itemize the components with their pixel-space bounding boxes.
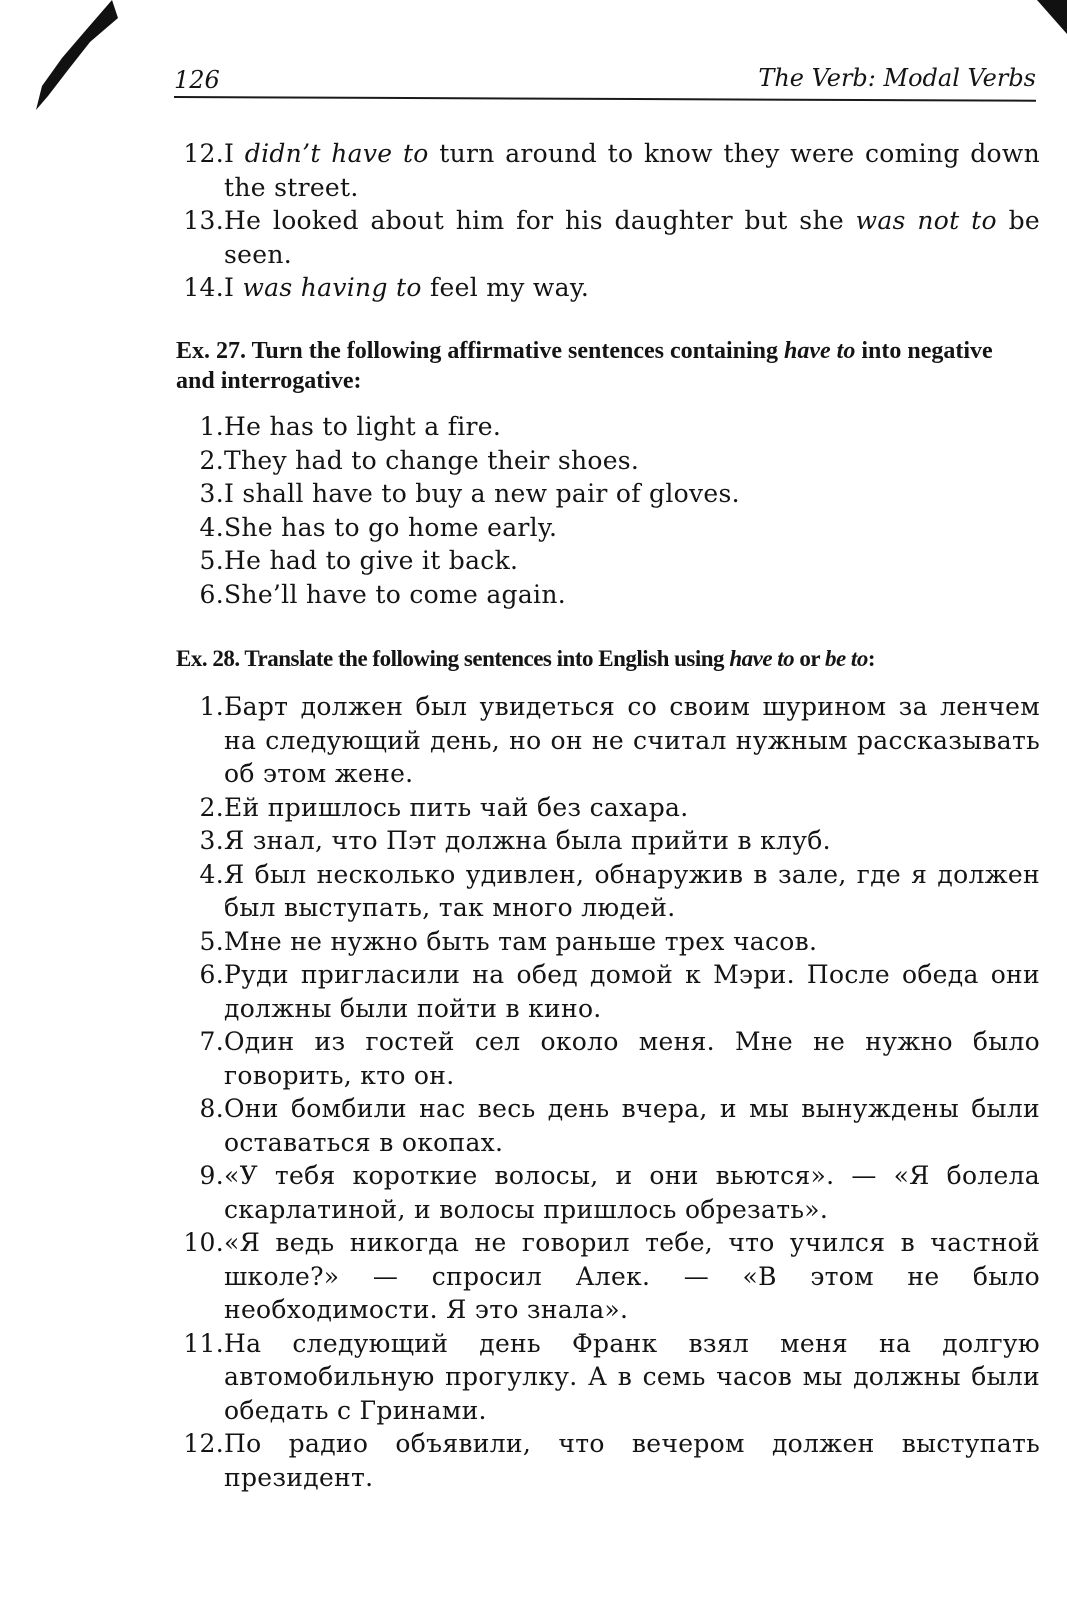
list-item: [170, 1427, 1040, 1494]
item-text: They had to change their shoes.: [224, 445, 640, 475]
list-item: [170, 1327, 1040, 1428]
item-number: 6.: [199, 579, 224, 609]
item-number: 3.: [199, 826, 224, 855]
item-number: 8.: [199, 1094, 224, 1123]
item-text: На следующий день Франк взял меня на долгую автомобильную прогулку. А в семь часов мы должны были обедать с Гринами.: [224, 1328, 1040, 1425]
list-item: [170, 1226, 1040, 1327]
list-item: [170, 791, 1040, 825]
item-number: 2.: [199, 792, 224, 822]
item-number: 4.: [199, 859, 224, 889]
list-item: [170, 544, 1040, 578]
item-text: He has to light a fire.: [224, 412, 502, 441]
item-text: I was having to feel my way.: [224, 273, 590, 302]
item-number: 5.: [199, 926, 224, 956]
item-number: 5.: [199, 546, 224, 575]
list-item: [170, 690, 1040, 791]
list-item: [170, 271, 1040, 305]
item-number: 12.: [183, 139, 224, 168]
item-text: Я знал, что Пэт должна была прийти в клуб.: [224, 826, 831, 855]
list-item: [170, 958, 1040, 1025]
item-text: Ей пришлось пить чай без сахара.: [224, 792, 689, 822]
item-text: «У тебя короткие волосы, и они вьются». — «Я болела скарлатиной, и волосы пришлось обрезать».: [224, 1161, 1040, 1224]
item-number: 6.: [199, 960, 224, 989]
page-number: 126: [174, 66, 220, 94]
item-number: 1.: [199, 412, 224, 441]
continued-list: [170, 137, 1040, 305]
page-corner-shadow: [28, 0, 118, 110]
page-edge-shadow: [1027, 0, 1067, 40]
item-number: 7.: [199, 1027, 224, 1056]
item-number: 14.: [183, 273, 224, 302]
item-number: 2.: [199, 445, 224, 475]
item-text: Я был несколько удивлен, обнаружив в зале, где я должен был выступать, так много людей.: [224, 859, 1040, 922]
list-item: [170, 1159, 1040, 1226]
item-text: Мне не нужно быть там раньше трех часов.: [224, 926, 818, 956]
item-text: I didn’t have to turn around to know they were coming down the street.: [224, 139, 1040, 202]
item-text: Руди пригласили на обед домой к Мэри. После обеда они должны были пойти в кино.: [224, 960, 1040, 1023]
list-item: [170, 204, 1040, 271]
list-item: [170, 444, 1040, 478]
exercise-27-list: [170, 410, 1040, 611]
list-item: [170, 824, 1040, 858]
list-item: [170, 410, 1040, 444]
item-text: Один из гостей сел около меня. Мне не нужно было говорить, кто он.: [224, 1027, 1040, 1090]
list-item: [170, 858, 1040, 925]
item-text: He looked about him for his daughter but she was not to be seen.: [224, 206, 1040, 269]
list-item: [170, 477, 1040, 511]
item-text: She has to go home early.: [224, 512, 558, 542]
exercise-28-heading: Ex. 28. Translate the following sentences into English using have to or be to:: [176, 646, 875, 671]
item-text: He had to give it back.: [224, 546, 519, 575]
running-title: The Verb: Modal Verbs: [758, 64, 1036, 92]
exercise-28-list: [170, 690, 1040, 1494]
list-item: [170, 925, 1040, 959]
list-item: [170, 137, 1040, 204]
list-item: [170, 578, 1040, 612]
item-number: 3.: [199, 479, 224, 508]
item-text: Барт должен был увидеться со своим шурином за ленчем на следующий день, но он не считал нужным рассказывать об этом жене.: [224, 692, 1040, 788]
item-text: «Я ведь никогда не говорил тебе, что учился в частной школе?» — спросил Алек. — «В этом не было необходимости. Я это знала».: [224, 1228, 1040, 1324]
running-head: [174, 64, 1036, 98]
item-text: Они бомбили нас весь день вчера, и мы вынуждены были оставаться в окопах.: [224, 1094, 1040, 1157]
item-number: 9.: [199, 1161, 224, 1190]
item-number: 11.: [183, 1328, 224, 1358]
item-number: 12.: [183, 1429, 224, 1458]
list-item: [170, 511, 1040, 545]
list-item: [170, 1092, 1040, 1159]
item-number: 13.: [183, 206, 224, 235]
item-number: 4.: [199, 512, 224, 542]
item-number: 1.: [199, 692, 224, 721]
exercise-27-heading: Ex. 27. Turn the following affirmative sentences containing have to into negative and interrogative:: [176, 338, 993, 394]
list-item: [170, 1025, 1040, 1092]
item-number: 10.: [183, 1228, 224, 1257]
item-text: I shall have to buy a new pair of gloves.: [224, 479, 740, 508]
item-text: По радио объявили, что вечером должен выступать президент.: [224, 1429, 1040, 1492]
item-text: She’ll have to come again.: [224, 579, 566, 609]
